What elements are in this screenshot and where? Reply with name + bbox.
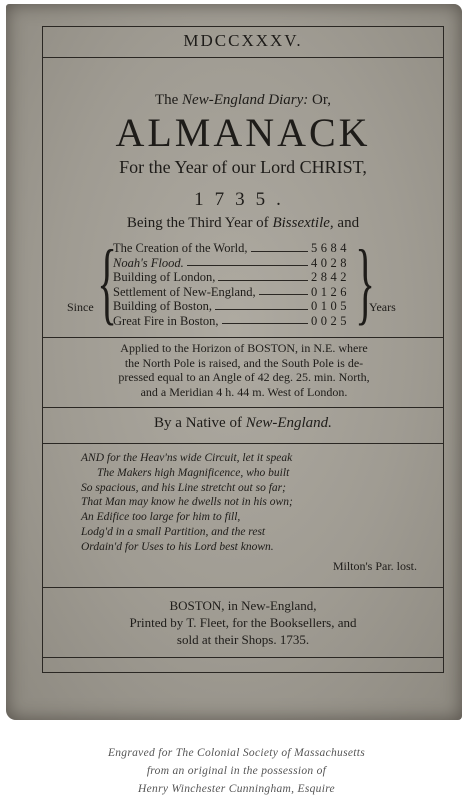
lord-christ-line: For the Year of our Lord CHRIST, [119, 157, 367, 177]
printer-imprint: BOSTON, in New-England, Printed by T. Fleet, for the Booksellers, and sold at their Shops. 1735. [129, 598, 357, 647]
diary-heading: The New-England Diary: Or, [154, 92, 332, 108]
roman-year: MDCCXXXV. [183, 31, 303, 50]
chronology-row: Building of London, 2842 [113, 270, 350, 284]
since-label: Since [67, 300, 94, 314]
engraving-caption: Engraved for The Colonial Society of Massachusetts from an original in the possession of Henry Winchester Cunningham, Esquire [107, 747, 366, 795]
verse-line: AND for the Heav'ns wide Circuit, let it speak [81, 452, 293, 464]
years-label: Years [369, 300, 396, 314]
top-divider [43, 57, 443, 58]
poem-credit: Milton's Par. lost. [332, 559, 417, 573]
divider-horizon-top [43, 337, 443, 338]
right-brace: } [355, 231, 376, 333]
title-page-border [42, 26, 444, 673]
chronology-row: Noah's Flood. 4028 [113, 255, 350, 270]
verse-line: Ordain'd for Uses to his Lord best known. [81, 540, 274, 553]
verse-line: That Man may know he dwells not in his own; [81, 496, 293, 509]
publication-year: 1735. [194, 189, 292, 210]
divider-poem-top [43, 443, 443, 444]
left-brace: { [97, 231, 118, 333]
verse-line: Lodg'd in a small Partition, and the rest [81, 525, 266, 538]
almanac-page [6, 4, 462, 720]
divider-horizon-bottom [43, 407, 443, 408]
milton-verse [81, 451, 293, 555]
divider-imprint-top [43, 587, 443, 588]
verse-line: An Edifice too large for him to fill, [81, 511, 241, 524]
verse-line: The Makers high Magnificence, who built [97, 466, 290, 479]
chronology-table [113, 241, 353, 328]
verse-line: So spacious, and his Line stretcht out so far; [81, 481, 286, 494]
author-line: By a Native of New-England. [154, 415, 332, 431]
chronology-row: Building of Boston, 0105 [113, 299, 350, 313]
chronology-row: The Creation of the World, 5684 [113, 241, 350, 255]
bottom-divider [43, 657, 443, 658]
chronology-row: Settlement of New-England, 0126 [113, 284, 350, 299]
chronology-row: Great Fire in Boston, 0025 [113, 313, 350, 328]
bissextile-line: Being the Third Year of Bissextile, and [126, 215, 360, 231]
horizon-paragraph: Applied to the Horizon of BOSTON, in N.E. where the North Pole is raised, and the South Pole is de- pressed equal to an Angle of 42 deg. 25. min. North, and a Meridian 4 h. 44 m. West of London. [118, 341, 370, 399]
almanack-title: ALMANACK [115, 110, 371, 155]
